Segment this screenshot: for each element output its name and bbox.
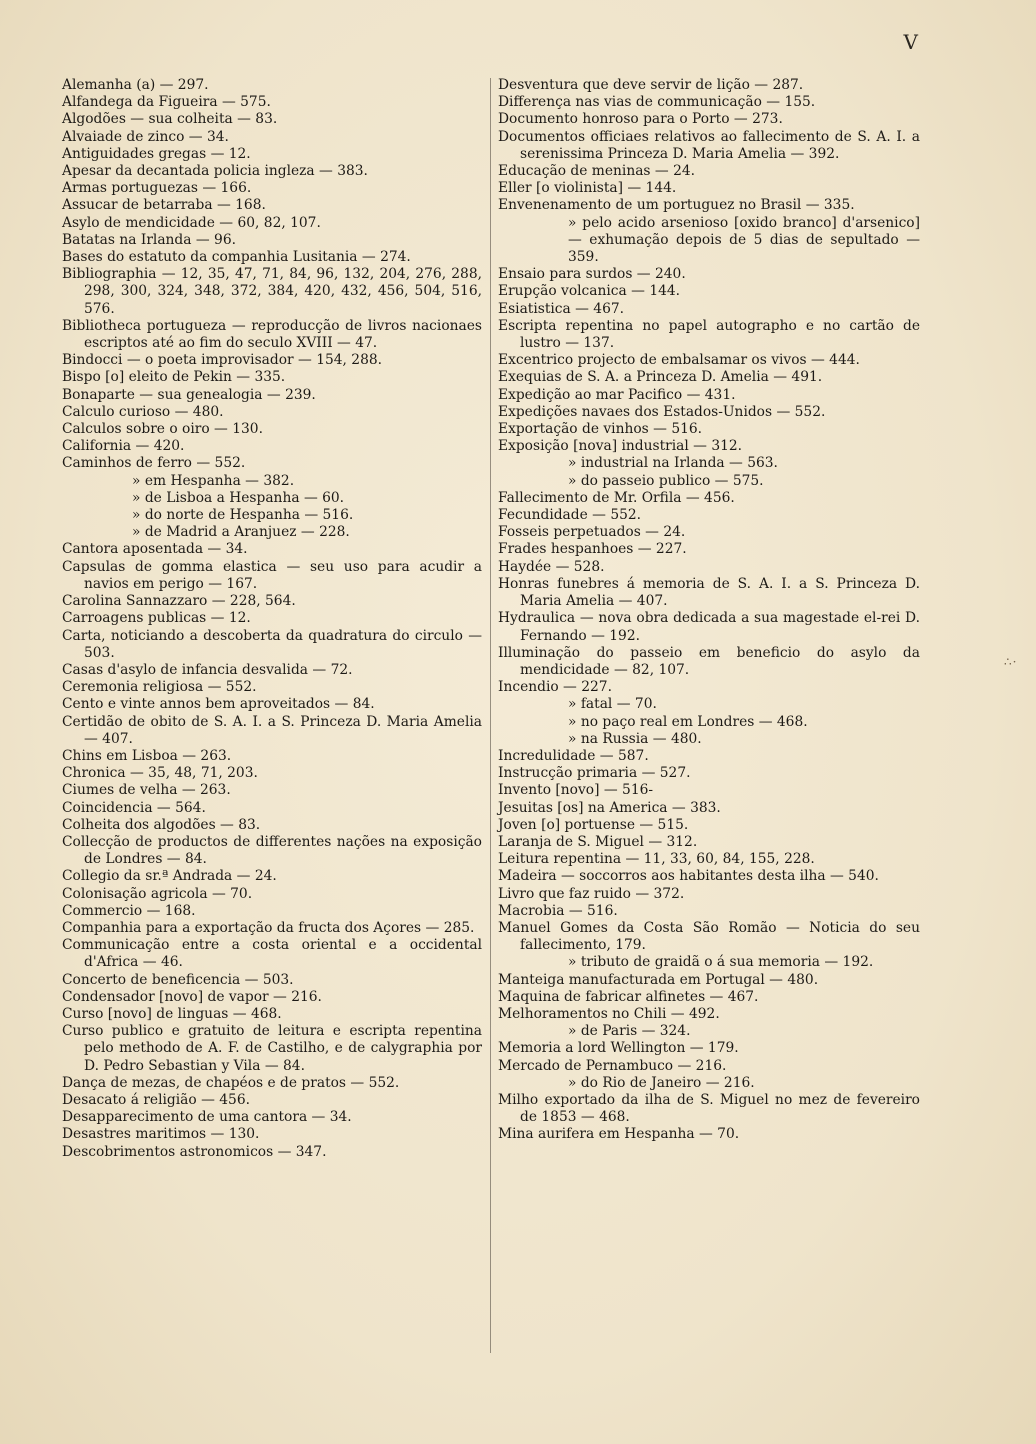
index-entry: Bases do estatuto da companhia Lusitania — 274. [62, 249, 411, 266]
index-entry: Companhia para a exportação da fructa dos Açores — 285. [62, 919, 475, 936]
index-entry: Honras funebres á memoria de S. A. I. a S. Princeza D. Maria Amelia — 407. [498, 575, 920, 610]
index-entry: Manteiga manufacturada em Portugal — 480. [498, 971, 819, 988]
index-entry: Manuel Gomes da Costa São Romão — Noticia do seu fallecimento, 179. [498, 919, 920, 954]
index-entry: Colonisação agricola — 70. [62, 885, 253, 902]
index-entry: » na Russia — 480. [568, 730, 702, 747]
index-entry: Laranja de S. Miguel — 312. [498, 833, 698, 850]
index-entry: » de Paris — 324. [568, 1023, 691, 1040]
index-entry: Exequias de S. A. a Princeza D. Amelia — 491. [498, 369, 823, 386]
index-entry: Bonaparte — sua genealogia — 239. [62, 386, 316, 403]
index-entry: Cento e vinte annos bem aproveitados — 84. [62, 696, 375, 713]
index-entry: Calculos sobre o oiro — 130. [62, 421, 263, 438]
index-entry: » em Hespanha — 382. [132, 472, 295, 489]
index-entry: Chronica — 35, 48, 71, 203. [62, 765, 258, 782]
index-entry: Apesar da decantada policia ingleza — 383. [62, 163, 368, 180]
index-entry: Algodões — sua colheita — 83. [62, 111, 278, 128]
index-entry: Curso [novo] de linguas — 468. [62, 1005, 282, 1022]
index-entry: Coincidencia — 564. [62, 799, 206, 816]
index-entry: Alvaiade de zinco — 34. [62, 128, 229, 145]
column-divider [490, 78, 491, 1353]
index-entry: Desastres maritimos — 130. [62, 1126, 260, 1143]
index-entry: Erupção volcanica — 144. [498, 283, 681, 300]
index-entry: Memoria a lord Wellington — 179. [498, 1040, 739, 1057]
index-entry: Armas portuguezas — 166. [62, 180, 252, 197]
index-entry: » fatal — 70. [568, 696, 657, 713]
index-entry: Ensaio para surdos — 240. [498, 266, 686, 283]
index-entry: Escripta repentina no papel autographo e no cartão de lustro — 137. [498, 317, 920, 352]
margin-stain: ∴· [1004, 655, 1018, 669]
index-entry: Instrucção primaria — 527. [498, 765, 691, 782]
index-entry: Macrobia — 516. [498, 902, 618, 919]
index-entry: Alfandega da Figueira — 575. [62, 94, 271, 111]
index-entry: Mercado de Pernambuco — 216. [498, 1057, 727, 1074]
index-entry: Expedições navaes dos Estados-Unidos — 552. [498, 403, 826, 420]
index-entry: Batatas na Irlanda — 96. [62, 231, 237, 248]
index-entry: Differença nas vias de communicação — 155. [498, 94, 816, 111]
index-entry: Carta, noticiando a descoberta da quadratura do circulo — 503. [62, 627, 482, 661]
index-entry: » de Lisboa a Hespanha — 60. [132, 489, 345, 506]
index-entry: Carroagens publicas — 12. [62, 610, 251, 627]
index-entry: Assucar de betarraba — 168. [62, 197, 266, 214]
index-entry: Carolina Sannazzaro — 228, 564. [62, 593, 296, 610]
index-entry: Bispo [o] eleito de Pekin — 335. [62, 369, 286, 386]
index-entry: California — 420. [62, 438, 185, 455]
index-entry: Descobrimentos astronomicos — 347. [62, 1143, 327, 1160]
index-entry: » do Rio de Janeiro — 216. [568, 1074, 755, 1091]
index-entry: Exportação de vinhos — 516. [498, 421, 703, 438]
index-entry: Concerto de beneficencia — 503. [62, 971, 294, 988]
index-entry: Commercio — 168. [62, 902, 196, 919]
index-column-left [62, 77, 482, 1161]
index-entry: Fecundidade — 552. [498, 507, 642, 524]
index-entry: Documento honroso para o Porto — 273. [498, 111, 783, 128]
index-entry: Invento [novo] — 516- [498, 782, 654, 799]
index-entry: Eller [o violinista] — 144. [498, 180, 677, 197]
index-entry: Communicação entre a costa oriental e a occidental d'Africa — 46. [62, 937, 482, 971]
index-entry: Joven [o] portuense — 515. [498, 816, 689, 833]
index-entry: Collegio da sr.ª Andrada — 24. [62, 868, 277, 885]
index-entry: Bibliographia — 12, 35, 47, 71, 84, 96, 132, 204, 276, 288, 298, 300, 324, 348, 372, 384, 420, 432, 456, 504, 516, 576. [62, 266, 482, 317]
index-entry: Bindocci — o poeta improvisador — 154, 288. [62, 352, 383, 369]
index-entry: Desventura que deve servir de lição — 287. [498, 77, 804, 93]
index-entry: Documentos officiaes relativos ao fallecimento de S. A. I. a serenissima Princeza D. Maria Amelia — 392. [498, 128, 920, 162]
index-entry: Certidão de obito de S. A. I. a S. Princeza D. Maria Amelia — 407. [62, 713, 482, 747]
index-entry: Leitura repentina — 11, 33, 60, 84, 155, 228. [498, 851, 815, 868]
index-entry: Milho exportado da ilha de S. Miguel no mez de fevereiro de 1853 — 468. [498, 1091, 920, 1126]
index-entry: Dança de mezas, de chapéos e de pratos — 552. [62, 1074, 400, 1091]
index-entry: Capsulas de gomma elastica — seu uso para acudir a navios em perigo — 167. [62, 558, 482, 592]
index-entry: Antiguidades gregas — 12. [62, 145, 251, 162]
index-entry: Fallecimento de Mr. Orfila — 456. [498, 489, 735, 506]
index-entry: Exposição [nova] industrial — 312. [498, 438, 743, 455]
index-entry: Desacato á religião — 456. [62, 1091, 250, 1108]
index-entry: Incendio — 227. [498, 679, 612, 696]
index-entry: » de Madrid a Aranjuez — 228. [132, 524, 350, 541]
index-entry: Haydée — 528. [498, 558, 605, 575]
index-entry: Hydraulica — nova obra dedicada a sua magestade el-rei D. Fernando — 192. [498, 610, 920, 644]
index-entry: Illuminação do passeio em beneficio do asylo da mendicidade — 82, 107. [498, 644, 920, 678]
index-entry: Jesuitas [os] na America — 383. [498, 799, 721, 816]
index-entry: Asylo de mendicidade — 60, 82, 107. [62, 214, 321, 231]
index-entry: Caminhos de ferro — 552. [62, 455, 246, 472]
index-entry: Expedição ao mar Pacifico — 431. [498, 386, 736, 403]
index-entry: Casas d'asylo de infancia desvalida — 72. [62, 661, 353, 678]
index-entry: Desapparecimento de uma cantora — 34. [62, 1109, 352, 1126]
index-entry: Condensador [novo] de vapor — 216. [62, 988, 322, 1005]
index-entry: » do norte de Hespanha — 516. [132, 507, 354, 524]
index-entry: » no paço real em Londres — 468. [568, 713, 808, 730]
index-entry: Incredulidade — 587. [498, 747, 649, 764]
index-entry: Colheita dos algodões — 83. [62, 816, 261, 833]
index-entry: Chins em Lisboa — 263. [62, 747, 232, 764]
index-entry: Melhoramentos no Chili — 492. [498, 1005, 720, 1022]
index-entry: Fosseis perpetuados — 24. [498, 524, 686, 541]
index-entry: Alemanha (a) — 297. [62, 77, 209, 93]
index-entry: » do passeio publico — 575. [568, 472, 764, 489]
index-entry: Madeira — soccorros aos habitantes desta ilha — 540. [498, 868, 879, 885]
index-entry: » tributo de graidã o á sua memoria — 192. [568, 954, 874, 971]
index-entry: Livro que faz ruido — 372. [498, 885, 685, 902]
index-entry: Excentrico projecto de embalsamar os vivos — 444. [498, 352, 860, 369]
index-entry: Mina aurifera em Hespanha — 70. [498, 1126, 740, 1143]
index-column-right [498, 77, 920, 1144]
index-entry: Collecção de productos de differentes nações na exposição de Londres — 84. [62, 833, 482, 868]
index-entry: Bibliotheca portugueza — reproducção de livros nacionaes escriptos até ao fim do seculo XVIII — 47. [62, 317, 482, 352]
index-entry: Cantora aposentada — 34. [62, 541, 248, 558]
index-entry: Maquina de fabricar alfinetes — 467. [498, 988, 759, 1005]
page-number: V [903, 30, 918, 54]
index-entry: Ciumes de velha — 263. [62, 782, 231, 799]
index-entry: Calculo curioso — 480. [62, 403, 224, 420]
index-entry: » industrial na Irlanda — 563. [568, 455, 778, 472]
index-entry: Frades hespanhoes — 227. [498, 541, 687, 558]
index-entry: Educação de meninas — 24. [498, 163, 696, 180]
index-entry: » pelo acido arsenioso [oxido branco] d'arsenico] — exhumação depois de 5 dias de sepultado — 359. [568, 214, 920, 266]
index-entry: Envenenamento de um portuguez no Brasil — 335. [498, 197, 855, 214]
index-entry: Ceremonia religiosa — 552. [62, 679, 257, 696]
index-entry: Curso publico e gratuito de leitura e escripta repentina pelo methodo de A. F. de Castilho, e de calygraphia por D. Pedro Sebastian y Vila — 84. [62, 1023, 482, 1074]
index-entry: Esiatistica — 467. [498, 300, 625, 317]
